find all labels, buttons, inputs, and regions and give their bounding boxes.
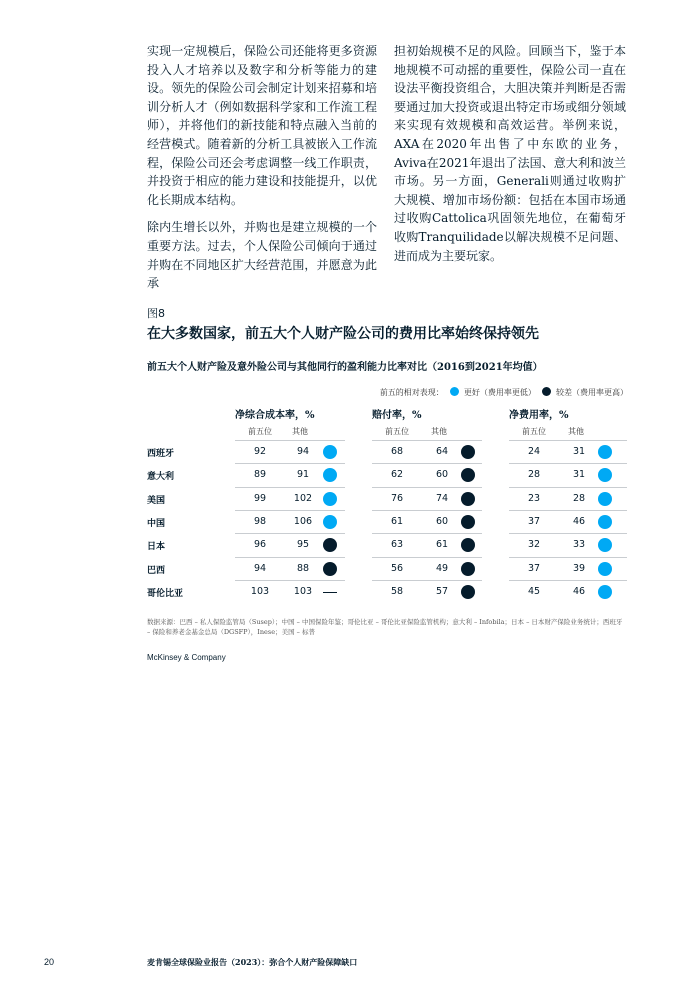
figure-legend [330,387,628,398]
better-dot-icon [323,492,337,506]
brand-name: McKinsey & Company [147,653,226,662]
country-label: 哥伦比亚 [147,588,184,599]
worse-dot-icon [461,492,475,506]
better-dot-icon [598,585,612,599]
row-divider [372,533,482,534]
row-divider [235,533,345,534]
figure-label: 图8 [147,307,165,320]
value-top5: 24 [527,446,541,457]
value-top5: 32 [527,539,541,551]
value-top5: 23 [527,492,541,504]
body-paragraph: 担初始规模不足的风险。回顾当下，鉴于本地规模不可动摇的重要性，保险公司一直在设法平衡投资组合，大胆决策并判断是否需要通过加大投资或退出特定市场或细分领域来实现有效规模和高效运营。举例来说，AXA在2020年出售了中东欧的业务，Aviva在2021年退出了法国、意大利和波兰市场。另一方面，Generali则通过收购扩大规模、增加市场份额：包括在本国市场通过收购Cattolica巩固领先地位，在葡萄牙收购Tranquilidade以解决规模不足问题、进而成为主要玩家。 [394,44,626,263]
row-divider [509,557,627,558]
value-top5: 76 [390,492,404,504]
source-note: 数据来源：巴西 – 私人保险监管局（Susep）；中国 – 中国保险年鉴；哥伦比亚 – 哥伦比亚保险监管机构；意大利 – Infobila；日本 – 日本财产保险业务统计；西班牙 – 保险和养老金基金总局（DGSFP），Inese；美国 – 标普 [147,618,623,636]
country-label: 中国 [147,518,166,529]
value-top5: 96 [253,539,267,551]
value-other: 61 [435,539,449,551]
row-divider [509,463,627,464]
value-top5: 37 [527,562,541,574]
column-header-other: 其他 [431,427,447,436]
column-header-other: 其他 [568,427,584,436]
better-dot-icon [598,515,612,529]
value-other: 95 [296,539,310,551]
row-divider [509,510,627,511]
worse-dot-icon [461,538,475,552]
legend-worse-label: 较差（费用率更高） [556,388,628,397]
value-other: 91 [296,469,310,481]
body-paragraph: 实现一定规模后，保险公司还能将更多资源投入人才培养以及数字和分析等能力的建设。领先的保险公司会制定计划来招募和培训分析人才（例如数据科学家和工作流工程师），并将他们的新技能和特点融入当前的经营模式。随着新的分析工具被嵌入工作流程，保险公司还会考虑调整一线工作职责，并投资于相应的能力建设和技能提升，以优化长期成本结构。 [147,44,377,207]
equal-dash-icon [323,592,337,593]
figure-subtitle: 前五大个人财产险及意外险公司与其他同行的盈利能力比率对比（2016到2021年均值） [147,362,543,373]
row-divider [372,487,482,488]
better-dot-icon [323,515,337,529]
value-other: 49 [435,562,449,574]
row-divider [372,463,482,464]
figure-title: 在大多数国家，前五大个人财产险公司的费用比率始终保持领先 [147,326,539,342]
value-other: 31 [572,446,586,457]
value-other: 60 [435,469,449,481]
value-other: 57 [435,585,449,597]
value-top5: 45 [527,585,541,597]
body-column-left [147,42,377,302]
worse-dot-icon [461,562,475,576]
legend-better-dot-icon [450,387,459,396]
value-top5: 89 [253,469,267,481]
legend-worse-dot-icon [542,387,551,396]
page-number: 20 [44,957,55,967]
column-header-top5: 前五位 [522,427,546,436]
body-paragraph: 除内生增长以外，并购也是建立规模的一个重要方法。过去，个人保险公司倾向于通过并购在不同地区扩大经营范围，并愿意为此承 [147,220,377,291]
value-top5: 92 [253,446,267,457]
better-dot-icon [598,468,612,482]
value-other: 103 [293,585,313,597]
worse-dot-icon [461,445,475,459]
value-top5: 56 [390,562,404,574]
column-header-top5: 前五位 [385,427,409,436]
value-top5: 63 [390,539,404,551]
value-other: 39 [572,562,586,574]
worse-dot-icon [461,585,475,599]
row-divider [235,557,345,558]
value-top5: 99 [253,492,267,504]
row-divider [509,580,627,581]
legend-better-label: 更好（费用率更低） [463,388,536,397]
body-column-right [394,42,626,274]
country-label: 日本 [147,542,166,553]
metric-header: 赔付率，% [372,410,422,421]
value-top5: 58 [390,585,404,597]
column-header-top5: 前五位 [248,427,272,436]
value-other: 28 [572,492,586,504]
row-divider [235,580,345,581]
value-top5: 68 [390,446,404,457]
country-label: 美国 [147,495,166,506]
value-other: 31 [572,469,586,481]
row-divider [235,440,345,441]
column-header-other: 其他 [292,427,308,436]
row-divider [372,557,482,558]
country-label: 西班牙 [147,449,175,459]
value-top5: 98 [253,515,267,527]
better-dot-icon [598,538,612,552]
value-other: 60 [435,515,449,527]
value-top5: 61 [390,515,404,527]
worse-dot-icon [461,515,475,529]
value-top5: 94 [253,562,267,574]
better-dot-icon [598,562,612,576]
row-divider [509,487,627,488]
better-dot-icon [598,445,612,459]
row-divider [509,440,627,441]
row-divider [235,510,345,511]
legend-prefix: 前五的相对表现： [379,388,444,397]
worse-dot-icon [323,562,337,576]
value-other: 46 [572,585,586,597]
footer-report-title: 麦肯锡全球保险业报告（2023）：弥合个人财产险保障缺口 [147,957,358,967]
value-other: 106 [293,515,313,527]
value-top5: 28 [527,469,541,481]
row-divider [235,463,345,464]
value-other: 88 [296,562,310,574]
row-divider [235,487,345,488]
country-label: 巴西 [147,565,166,576]
value-other: 102 [293,492,313,504]
metric-header: 净费用率，% [509,410,569,421]
worse-dot-icon [323,538,337,552]
value-other: 74 [435,492,449,504]
value-top5: 103 [250,585,270,597]
row-divider [372,580,482,581]
row-divider [372,440,482,441]
better-dot-icon [598,492,612,506]
better-dot-icon [323,445,337,459]
value-other: 94 [296,446,310,457]
metric-header: 净综合成本率，% [235,410,315,421]
row-divider [509,533,627,534]
value-other: 64 [435,446,449,457]
value-other: 33 [572,539,586,551]
worse-dot-icon [461,468,475,482]
value-top5: 62 [390,469,404,481]
value-other: 46 [572,515,586,527]
row-divider [372,510,482,511]
value-top5: 37 [527,515,541,527]
better-dot-icon [323,468,337,482]
country-label: 意大利 [147,472,175,483]
